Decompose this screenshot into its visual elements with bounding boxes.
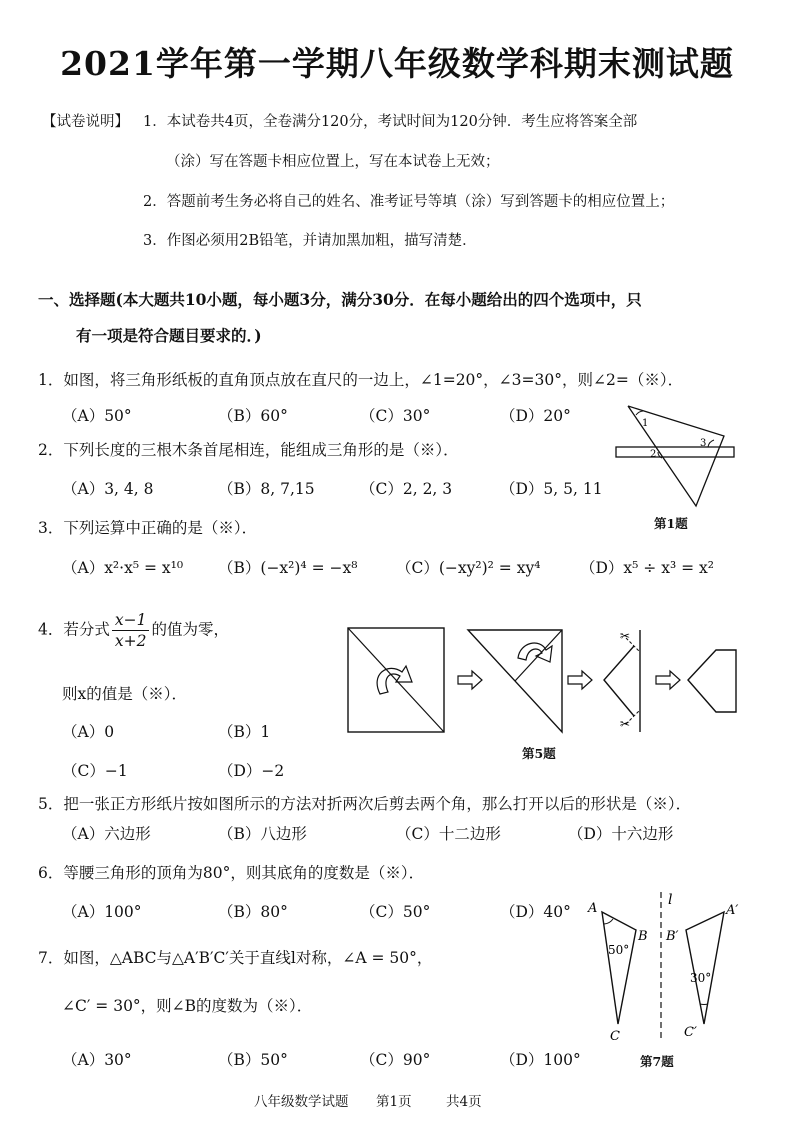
- q3-option-a: （A）x²·x⁵ = x¹⁰: [62, 559, 184, 577]
- scissors-icon: ✂: [620, 629, 631, 643]
- figure-7-caption: 第7题: [640, 1054, 674, 1069]
- fig7-vertex-b: B: [638, 929, 648, 944]
- fig7-vertex-b-prime: B′: [666, 929, 679, 944]
- q7-option-d: （D）100°: [500, 1051, 581, 1069]
- question-7-line-2: ∠C′ = 30°，则∠B的度数为（※）．: [62, 997, 313, 1015]
- footer-subject: 八年级数学试题: [254, 1094, 349, 1110]
- instruction-item-1-cont: （涂）写在答题卡相应位置上，写在本试卷上无效；: [166, 154, 500, 170]
- q2-option-b: （B）8, 7,15: [218, 480, 315, 498]
- figure-5-diagram: [340, 622, 760, 740]
- q4-prefix: 4．若分式: [38, 620, 110, 639]
- fig1-angle-3-label: 3: [700, 438, 707, 449]
- q2-option-a: （A）3, 4, 8: [62, 480, 154, 498]
- q4-fraction: [112, 610, 150, 651]
- fig5-fold-arrow-1: [377, 666, 412, 694]
- section-1-header-cont: 有一项是符合题目要求的．): [76, 326, 262, 345]
- q3-option-c: （C）(−xy²)² = xy⁴: [396, 559, 541, 577]
- q5-option-a: （A）六边形: [62, 825, 151, 843]
- exam-title: 2021学年第一学期八年级数学科期末测试题: [60, 44, 734, 83]
- instruction-item-1: 1．本试卷共4页，全卷满分120分，考试时间为120分钟．考生应将答案全部: [143, 114, 638, 130]
- q4-option-a: （A）0: [62, 723, 115, 741]
- q7-option-a: （A）30°: [62, 1051, 132, 1069]
- fig5-arrow-2: [568, 671, 592, 689]
- question-5: 5．把一张正方形纸片按如图所示的方法对折两次后剪去两个角，那么打开以后的形状是（※）．: [38, 795, 692, 813]
- fig1-angle-2-label: 2: [650, 449, 657, 460]
- q2-option-d: （D）5, 5, 11: [500, 480, 603, 498]
- figure-5-caption: 第5题: [522, 746, 556, 761]
- fig5-arrow-3: [656, 671, 680, 689]
- q6-option-b: （B）80°: [218, 903, 288, 921]
- footer-total-pages: 共4页: [446, 1094, 482, 1110]
- fig7-vertex-c-prime: C′: [684, 1025, 697, 1040]
- instructions-label: 【试卷说明】: [42, 114, 129, 130]
- fig7-vertex-c: C: [610, 1029, 620, 1044]
- q3-option-d: （D）x⁵ ÷ x³ = x²: [580, 559, 714, 577]
- fig1-angle-1-label: 1: [642, 418, 649, 429]
- question-4: [38, 610, 229, 651]
- figure-7-diagram: [580, 890, 750, 1046]
- q1-option-a: （A）50°: [62, 407, 132, 425]
- fig7-vertex-a-prime: A′: [726, 903, 739, 918]
- q5-option-b: （B）八边形: [218, 825, 307, 843]
- fig7-vertex-a: A: [588, 901, 598, 916]
- q6-option-d: （D）40°: [500, 903, 571, 921]
- q4-numerator: x−1: [112, 610, 150, 631]
- q2-option-c: （C）2, 2, 3: [360, 480, 453, 498]
- q6-option-a: （A）100°: [62, 903, 142, 921]
- q1-option-d: （D）20°: [500, 407, 571, 425]
- figure-1-caption: 第1题: [654, 516, 688, 531]
- question-2: 2．下列长度的三根木条首尾相连，能组成三角形的是（※）．: [38, 441, 459, 459]
- q7-option-b: （B）50°: [218, 1051, 288, 1069]
- triangle-abc-prime: [686, 912, 724, 1024]
- q1-option-b: （B）60°: [218, 407, 288, 425]
- q4-suffix: 的值为零，: [151, 620, 229, 639]
- q1-option-c: （C）30°: [360, 407, 431, 425]
- instruction-item-3: 3．作图必须用2B铅笔，并请加黑加粗，描写清楚．: [143, 233, 477, 249]
- q4-option-d: （D）−2: [218, 762, 285, 780]
- question-3: 3．下列运算中正确的是（※）．: [38, 519, 258, 537]
- q5-option-c: （C）十二边形: [396, 825, 501, 843]
- section-1-header: 一、选择题(本大题共10小题，每小题3分，满分30分．在每小题给出的四个选项中，只: [38, 290, 642, 309]
- triangle-abc: [602, 912, 636, 1024]
- footer-page-number: 第1页: [376, 1094, 412, 1110]
- question-1: 1．如图，将三角形纸板的直角顶点放在直尺的一边上，∠1=20°，∠3=30°，则∠2=（※）．: [38, 371, 684, 389]
- q7-option-c: （C）90°: [360, 1051, 431, 1069]
- scissors-icon: ✂: [620, 717, 631, 731]
- q5-option-d: （D）十六边形: [568, 825, 674, 843]
- q4-option-b: （B）1: [218, 723, 271, 741]
- fig7-angle-c-prime-label: 30°: [690, 971, 712, 985]
- fig5-result-shape: [688, 650, 736, 712]
- question-4-line-2: 则x的值是（※）．: [62, 685, 187, 703]
- figure-1-diagram: [612, 402, 742, 512]
- q4-denominator: x+2: [114, 632, 147, 650]
- question-7: 7．如图，△ABC与△A′B′C′关于直线l对称，∠A = 50°，: [38, 949, 433, 967]
- question-6: 6．等腰三角形的顶角为80°，则其底角的度数是（※）．: [38, 864, 425, 882]
- fig7-line-label: l: [668, 892, 673, 908]
- fig5-arrow-1: [458, 671, 482, 689]
- instruction-item-2: 2．答题前考生务必将自己的姓名、准考证号等填（涂）写到答题卡的相应位置上；: [143, 194, 675, 210]
- q3-option-b: （B）(−x²)⁴ = −x⁸: [218, 559, 358, 577]
- q6-option-c: （C）50°: [360, 903, 431, 921]
- q4-option-c: （C）−1: [62, 762, 128, 780]
- fig7-angle-a-label: 50°: [608, 943, 630, 957]
